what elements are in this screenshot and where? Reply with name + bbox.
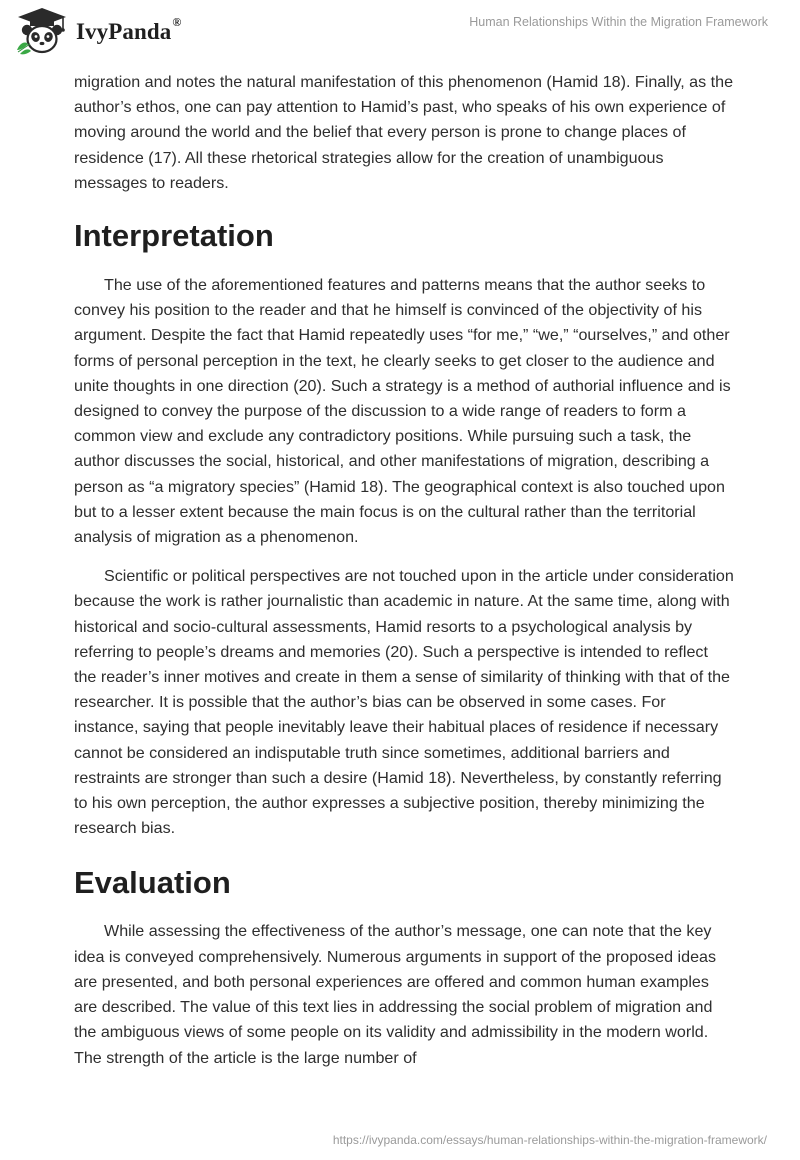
source-url[interactable]: https://ivypanda.com/essays/human-relationships-within-the-migration-framework/ [332,1133,767,1147]
evaluation-paragraph-1: While assessing the effectiveness of the author’s message, one can note that the key idea is conveyed comprehensively. Numerous arguments in support of the proposed ideas are presented, and both personal experiences are offered and common human examples are described. The value of this text lies in addressing the social problem of migration and the ambiguous views of some people on its validity and admissibility in the modern world. The strength of the article is the large number of [74,922,717,1067]
panda-graduation-cap-logo-icon [14,6,70,56]
interpretation-paragraph-2: Scientific or political perspectives are not touched upon in the article under consideration because the work is rather journalistic than academic in nature. At the same time, along with historical and socio-cultural assessments, Hamid resorts to a psychological analysis by referring to people’s dreams and memories (20). Such a perspective is intended to reflect the reader’s inner motives and create in them a sense of similarity of thinking with that of the researcher. It is possible that the author’s bias can be observed in some cases. For instance, saying that people inevitably leave their habitual places of residence if necessary cannot be considered an indisputable truth since sometimes, additional barriers and restraints are stronger than such a desire (Hamid 18). Nevertheless, by constantly referring to his own perception, the author expresses a subjective position, thereby minimizing the research bias. [74,567,734,838]
brand-logo[interactable] [14,6,181,56]
registered-mark: ® [172,15,182,30]
interpretation-paragraph-1: The use of the aforementioned features and patterns means that the author seeks to convey his position to the reader and that he himself is convinced of the objectivity of his argument. Despite the fact that Hamid repeatedly uses “for me,” “we,” “ourselves,” and other forms of personal perception in the text, he clearly seeks to get closer to the audience and unite thoughts in one direction (20). Such a strategy is a method of authorial influence and is designed to convey the purpose of the discussion to a wide range of readers to form a common view and exclude any contradictory positions. While pursuing such a task, the author discusses the social, historical, and other manifestations of migration, describing a person as “a migratory species” (Hamid 18). The geographical context is also touched upon but to a lesser extent because the main focus is on the cultural rather than the territorial analysis of migration as a phenomenon. [74,276,731,547]
brand-name [76,15,182,45]
brand-name-text: IvyPanda [76,19,172,44]
essay-content [74,70,734,1071]
intro-paragraph: migration and notes the natural manifestation of this phenomenon (Hamid 18). Finally, as the author’s ethos, one can pay attention to Hamid’s past, who speaks of his own experience of moving around the world and the belief that every person is prone to change places of residence (17). All these rhetorical strategies allow for the creation of unambiguous messages to readers. [74,73,734,192]
evaluation-heading: Evaluation [74,865,231,901]
interpretation-heading: Interpretation [74,218,274,254]
document-title: Human Relationships Within the Migration Framework [469,15,768,29]
page-header [0,0,800,62]
